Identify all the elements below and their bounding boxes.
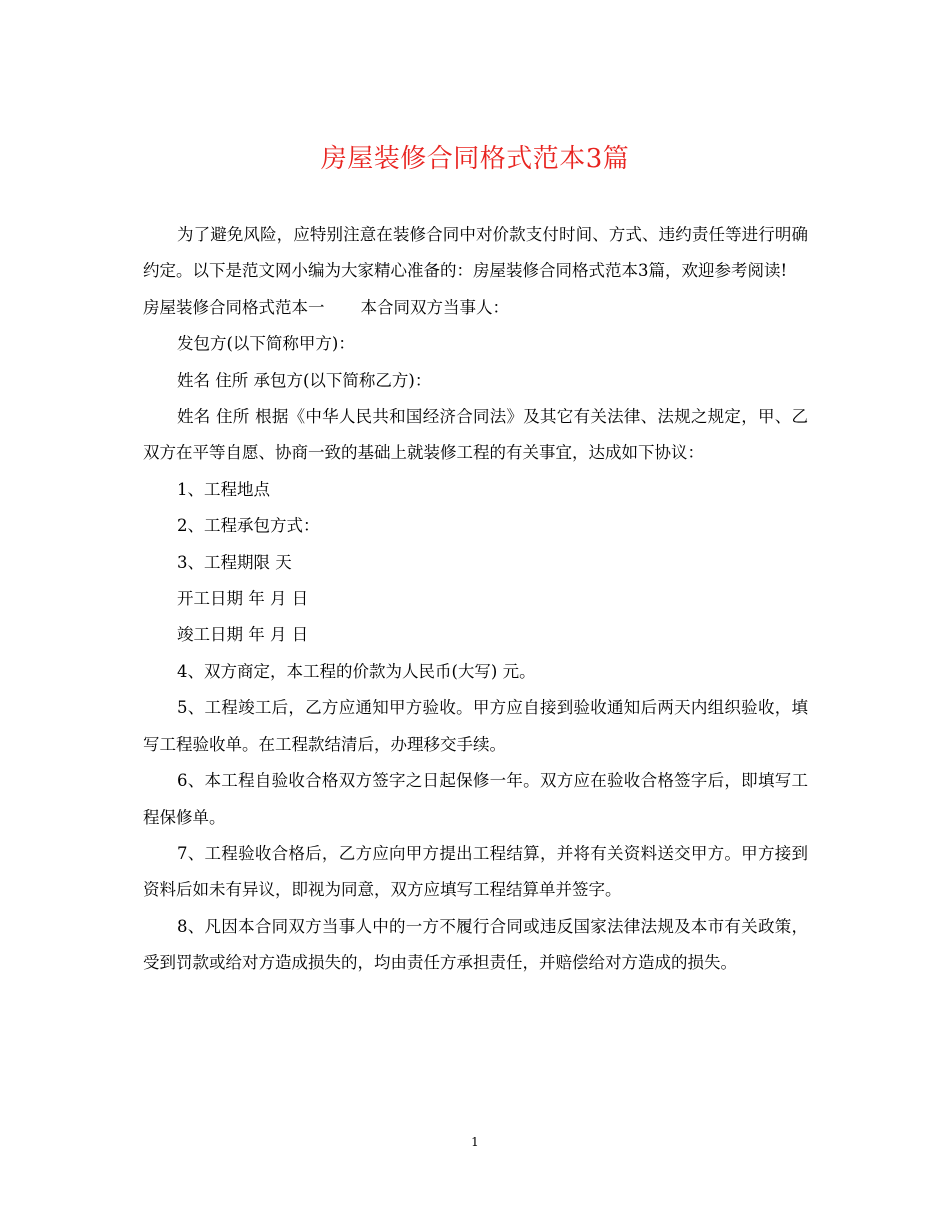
clause-7: 7、工程验收合格后，乙方应向甲方提出工程结算，并将有关资料送交甲方。甲方接到资料后如未有异议，即视为同意，双方应填写工程结算单并签字。	[143, 843, 808, 900]
parties-intro: 本合同双方当事人：	[360, 297, 509, 317]
clause-8: 8、凡因本合同双方当事人中的一方不履行合同或违反国家法律法规及本市有关政策，受到罚款或给对方造成损失的，均由责任方承担责任，并赔偿给对方造成的损失。	[143, 916, 808, 973]
page-number: 1	[471, 1135, 479, 1149]
clause-6: 6、本工程自验收合格双方签字之日起保修一年。双方应在验收合格签字后，即填写工程保修单。	[143, 771, 808, 827]
clause-1: 1、工程地点	[177, 479, 270, 499]
party-b-line: 姓名 住所 承包方(以下简称乙方)：	[177, 370, 432, 390]
clause-4: 4、双方商定，本工程的价款为人民币(大写) 元。	[177, 661, 536, 681]
clause-2: 2、工程承包方式：	[177, 516, 320, 536]
section-heading-line	[143, 290, 808, 326]
end-date-line: 竣工日期 年 月 日	[177, 625, 309, 645]
clause-5: 5、工程竣工后，乙方应通知甲方验收。甲方应自接到验收通知后两天内组织验收，填写工程验收单。在工程款结清后，办理移交手续。	[143, 698, 808, 754]
basis-paragraph: 姓名 住所 根据《中华人民共和国经济合同法》及其它有关法律、法规之规定，甲、乙双方在平等自愿、协商一致的基础上就装修工程的有关事宜，达成如下协议：	[143, 407, 808, 463]
section-heading: 房屋装修合同格式范本一	[143, 297, 325, 317]
clause-3: 3、工程期限 天	[177, 552, 292, 572]
document-body	[143, 217, 808, 982]
intro-paragraph: 为了避免风险，应特别注意在装修合同中对价款支付时间、方式、违约责任等进行明确约定。以下是范文网小编为大家精心准备的：房屋装修合同格式范本3篇，欢迎参考阅读!	[143, 225, 808, 281]
start-date-line: 开工日期 年 月 日	[177, 589, 309, 609]
party-a-line: 发包方(以下简称甲方)：	[177, 334, 355, 354]
document-title: 房屋装修合同格式范本3篇	[320, 144, 630, 174]
